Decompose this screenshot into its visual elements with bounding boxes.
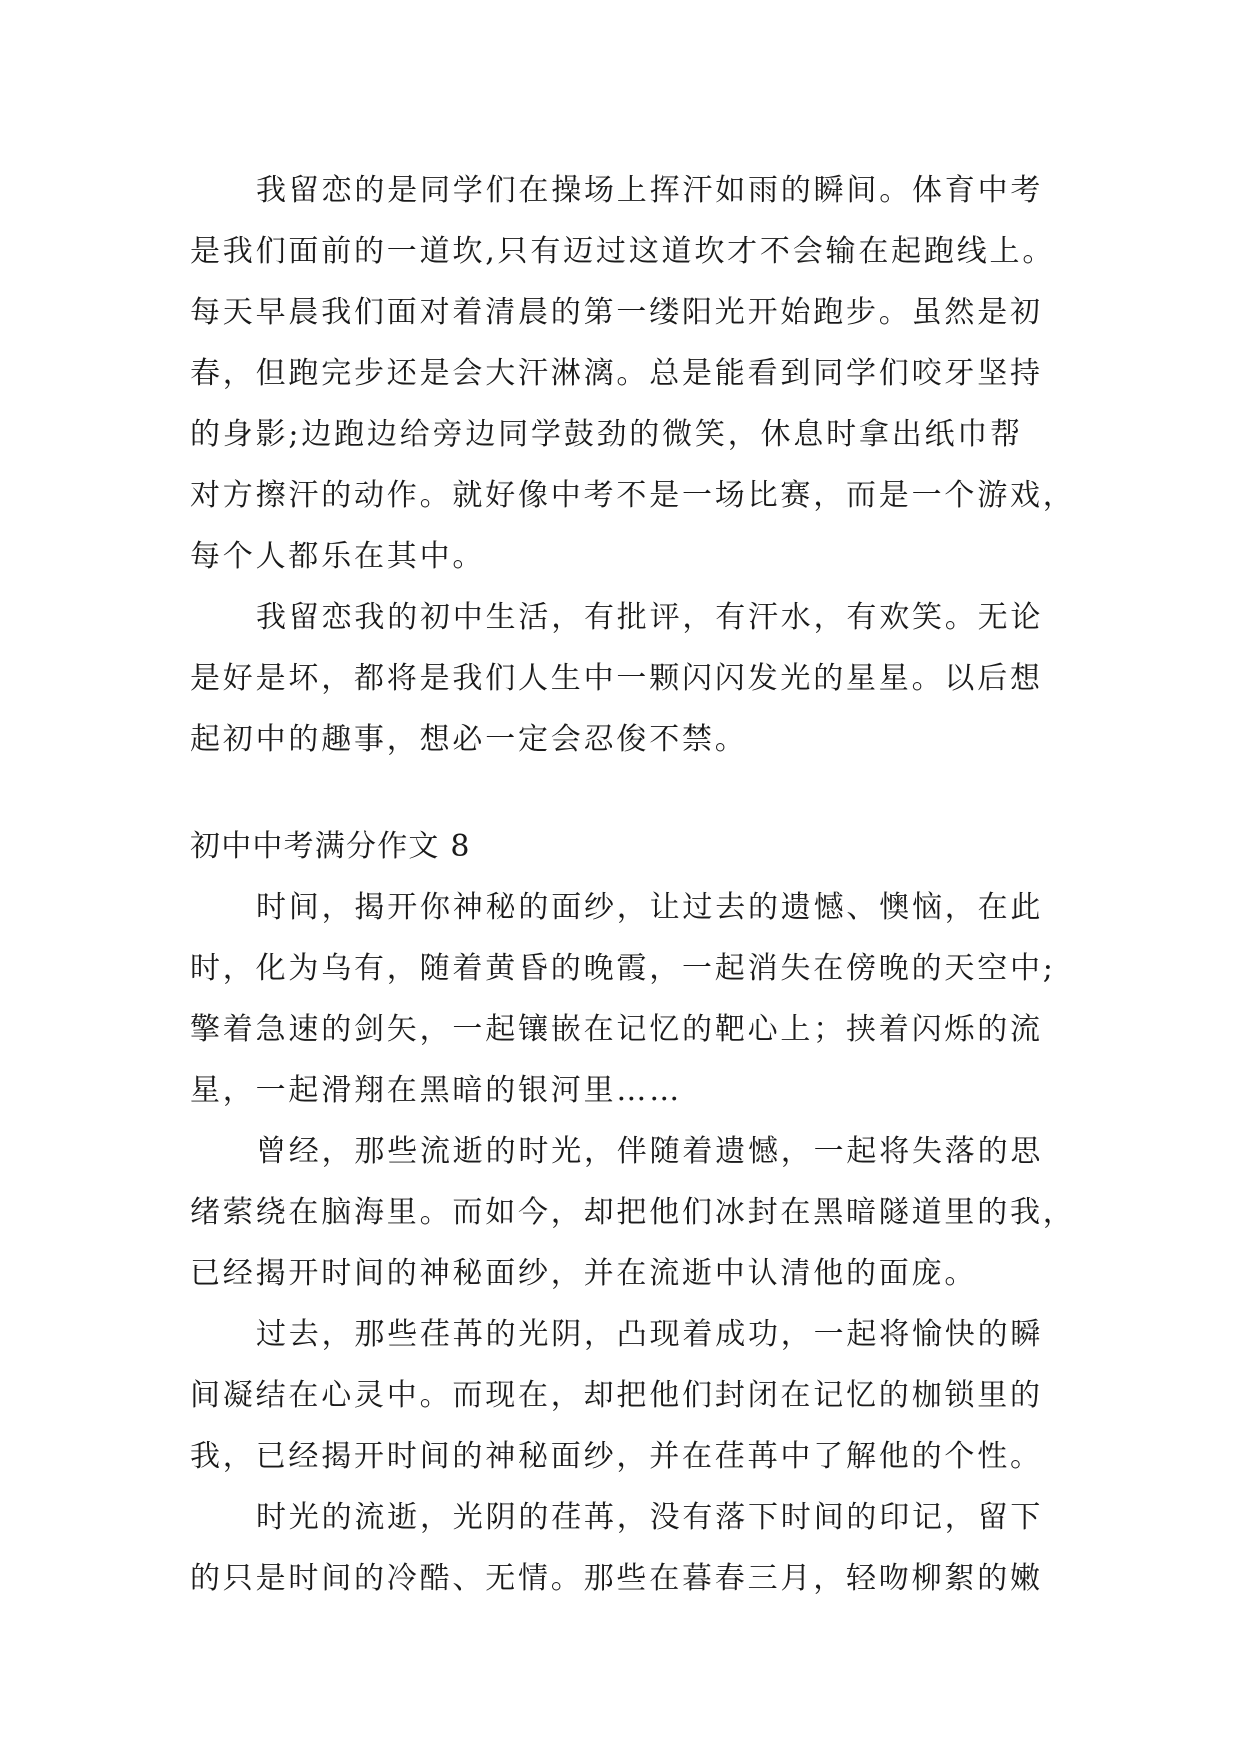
- section-spacer: [190, 770, 1090, 816]
- text-line: 绪萦绕在脑海里。而如今，却把他们冰封在黑暗隧道里的我，: [190, 1195, 1076, 1230]
- text-line: 我留恋我的初中生活，有批评，有汗水，有欢笑。无论: [256, 600, 1044, 635]
- paragraph-middle-school-life: [190, 587, 1090, 770]
- paragraph-once: [190, 1121, 1090, 1304]
- text-line: 时，化为乌有，随着黄昏的晚霞，一起消失在傍晚的天空中;: [190, 951, 1056, 986]
- text-line: 已经揭开时间的神秘面纱，并在流逝中认清他的面庞。: [190, 1256, 978, 1291]
- text-line: 擎着急速的剑矢，一起镶嵌在记忆的靶心上；挟着闪烁的流: [190, 1012, 1043, 1047]
- text-line: 的身影;边跑边给旁边同学鼓劲的微笑，休息时拿出纸巾帮: [190, 417, 1023, 452]
- text-line: 的只是时间的冷酷、无情。那些在暮春三月，轻吻柳絮的嫩: [190, 1561, 1043, 1596]
- text-line: 我，已经揭开时间的神秘面纱，并在荏苒中了解他的个性。: [190, 1439, 1043, 1474]
- text-line: 时间，揭开你神秘的面纱，让过去的遗憾、懊恼，在此: [256, 890, 1044, 925]
- text-line: 时光的流逝，光阴的荏苒，没有落下时间的印记，留下: [256, 1500, 1044, 1535]
- text-line: 起初中的趣事，想必一定会忍俊不禁。: [190, 722, 748, 757]
- text-line: 我留恋的是同学们在操场上挥汗如雨的瞬间。体育中考: [256, 173, 1044, 208]
- essay-heading: 初中中考满分作文 8: [190, 829, 471, 864]
- paragraph-time-veil: [190, 877, 1090, 1121]
- paragraph-stadium-memory: [190, 160, 1090, 587]
- text-line: 对方擦汗的动作。就好像中考不是一场比赛，而是一个游戏，: [190, 478, 1076, 513]
- text-line: 过去，那些荏苒的光阴，凸现着成功，一起将愉快的瞬: [256, 1317, 1044, 1352]
- paragraph-passing-time: [190, 1487, 1090, 1609]
- text-line: 是好是坏，都将是我们人生中一颗闪闪发光的星星。以后想: [190, 661, 1043, 696]
- text-line: 每个人都乐在其中。: [190, 539, 486, 574]
- text-line: 星，一起滑翔在黑暗的银河里……: [190, 1073, 682, 1108]
- paragraph-past: [190, 1304, 1090, 1487]
- text-line: 间凝结在心灵中。而现在，却把他们封闭在记忆的枷锁里的: [190, 1378, 1043, 1413]
- text-line: 春，但跑完步还是会大汗淋漓。总是能看到同学们咬牙坚持: [190, 356, 1043, 391]
- text-line: 每天早晨我们面对着清晨的第一缕阳光开始跑步。虽然是初: [190, 295, 1043, 330]
- text-line: 是我们面前的一道坎,只有迈过这道坎才不会输在起跑线上。: [190, 234, 1056, 269]
- document-body: [190, 160, 1090, 1609]
- text-line: 曾经，那些流逝的时光，伴随着遗憾，一起将失落的思: [256, 1134, 1044, 1169]
